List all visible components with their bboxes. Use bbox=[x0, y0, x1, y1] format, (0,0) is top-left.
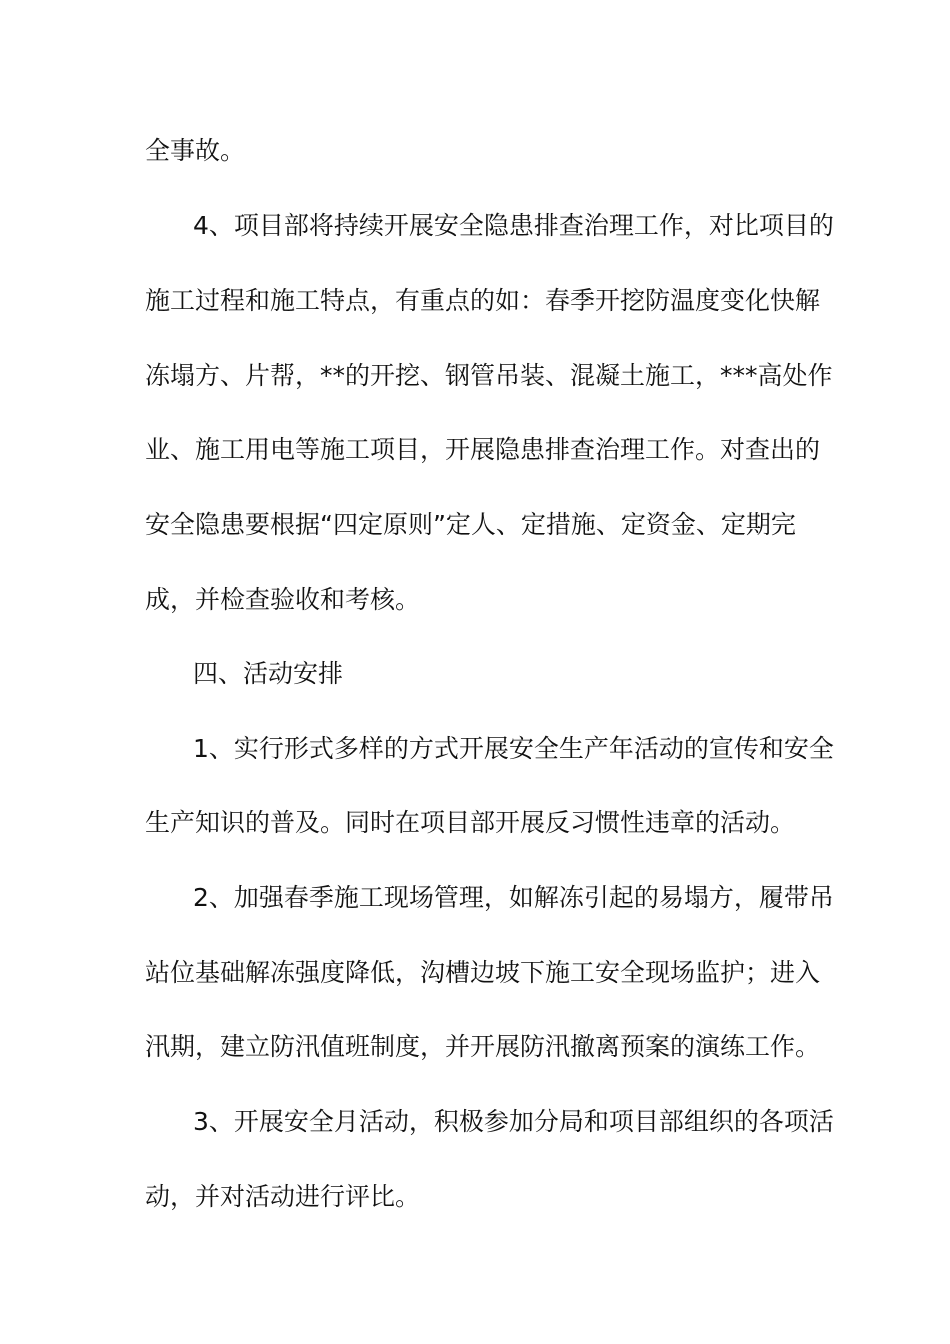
text-line: 全事故。 bbox=[145, 136, 246, 165]
section-heading: 四、活动安排 bbox=[193, 659, 344, 688]
text-line: 生产知识的普及。同时在项目部开展反习惯性违章的活动。 bbox=[145, 808, 796, 837]
text-line: 4、项目部将持续开展安全隐患排查治理工作，对比项目的 bbox=[193, 211, 834, 240]
text-line: 站位基础解冻强度降低，沟槽边坡下施工安全现场监护；进入 bbox=[145, 958, 821, 987]
text-line: 动，并对活动进行评比。 bbox=[145, 1182, 421, 1211]
text-line: 成，并检查验收和考核。 bbox=[145, 585, 421, 614]
text-line: 汛期，建立防汛值班制度，并开展防汛撤离预案的演练工作。 bbox=[145, 1032, 821, 1061]
text-line: 安全隐患要根据“四定原则”定人、定措施、定资金、定期完 bbox=[145, 510, 796, 539]
text-line: 2、加强春季施工现场管理，如解冻引起的易塌方，履带吊 bbox=[193, 883, 834, 912]
text-line: 施工过程和施工特点，有重点的如：春季开挖防温度变化快解 bbox=[145, 286, 821, 315]
text-line: 冻塌方、片帮，**的开挖、钢管吊装、混凝土施工，***高处作 bbox=[145, 361, 833, 390]
text-line: 3、开展安全月活动，积极参加分局和项目部组织的各项活 bbox=[193, 1107, 834, 1136]
text-line: 业、施工用电等施工项目，开展隐患排查治理工作。对查出的 bbox=[145, 435, 821, 464]
text-line: 1、实行形式多样的方式开展安全生产年活动的宣传和安全 bbox=[193, 734, 834, 763]
